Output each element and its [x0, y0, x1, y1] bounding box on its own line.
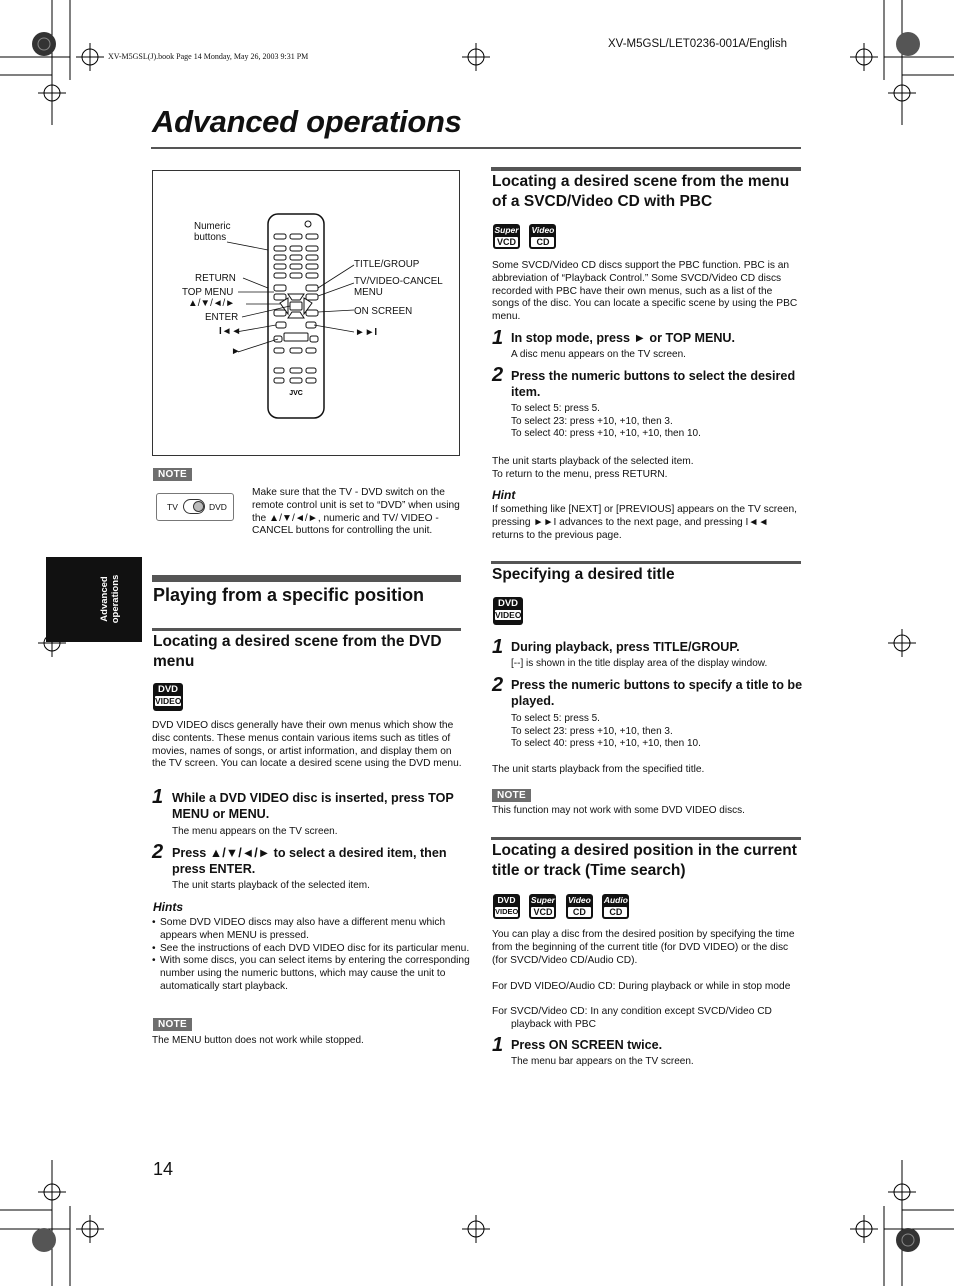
step-note: A disc menu appears on the TV screen. — [511, 349, 686, 360]
label-return: RETURN — [195, 273, 236, 284]
step-detail: To select 23: press +10, +10, then 3. — [511, 415, 673, 427]
section-rule — [491, 167, 801, 171]
disc-badge — [566, 894, 593, 919]
after-line: The unit starts playback of the selected item. — [492, 456, 694, 467]
remote-brand: JVC — [289, 390, 303, 397]
label-title-group: TITLE/GROUP — [354, 259, 420, 270]
step-number: 2 — [492, 364, 504, 386]
badge-bottom: VCD — [496, 237, 516, 247]
badge-top: DVD — [157, 684, 179, 695]
label-top-menu: TOP MENU — [182, 287, 234, 298]
side-tab — [46, 557, 142, 642]
label-tv-video-cancel: TV/VIDEO-CANCEL — [354, 276, 443, 287]
step-text: Press ▲/▼/◄/► to select a desired item, then press ENTER. — [172, 846, 447, 876]
disc-badge — [529, 894, 556, 919]
switch-dvd-label: DVD — [209, 502, 227, 512]
badge-top: DVD — [497, 598, 519, 609]
section-title-playing: Playing from a specific position — [153, 585, 425, 605]
side-tab-line2: operations — [110, 574, 121, 624]
step-detail-list — [511, 713, 701, 751]
step-note: The menu bar appears on the TV screen. — [511, 1056, 694, 1067]
badge-bottom: VIDEO — [495, 907, 519, 916]
time-condition: For DVD VIDEO/Audio CD: During playback or while in stop mode — [492, 981, 791, 992]
step-text: While a DVD VIDEO disc is inserted, press TOP MENU or MENU. — [172, 791, 454, 821]
step-number: 1 — [492, 1034, 504, 1056]
badge-top: Audio — [603, 895, 628, 905]
label-on-screen: ON SCREEN — [354, 306, 413, 317]
step-detail: To select 5: press 5. — [511, 403, 600, 414]
subsection-rule — [152, 628, 461, 631]
hint-title: Hint — [492, 488, 516, 502]
tv-dvd-switch — [156, 493, 234, 521]
badge-bottom: CD — [604, 907, 627, 917]
step-note: The unit starts playback of the selected item. — [172, 880, 370, 891]
step-detail: To select 40: press +10, +10, +10, then 10. — [511, 738, 701, 750]
pbc-badges — [493, 224, 561, 249]
note-text: This function may not work with some DVD VIDEO discs. — [492, 805, 745, 816]
label-next: ►►I — [355, 327, 378, 338]
label-play: ► — [231, 346, 241, 357]
time-condition: For SVCD/Video CD: In any condition except SVCD/Video CD playback with PBC — [492, 1006, 772, 1030]
book-meta: XV-M5GSL(J).book Page 14 Monday, May 26, 2003 9:31 PM — [108, 52, 309, 61]
label-enter: ENTER — [205, 312, 239, 323]
step-number: 1 — [492, 327, 504, 349]
page-title: Advanced operations — [152, 104, 462, 139]
note1-text: Make sure that the TV - DVD switch on the remote control unit is set to “DVD” when using the ▲/▼/◄/►, numeric and TV/ VIDEO - CANCEL buttons for controlling the unit. — [252, 487, 460, 537]
badge-top: Video — [531, 225, 555, 235]
label-numeric-buttons: Numeric buttons — [194, 221, 231, 243]
step-text: In stop mode, press ► or TOP MENU. — [511, 331, 736, 345]
hint-item: • See the instructions of each DVD VIDEO disc for its particular menu. — [160, 943, 470, 956]
step-text: Press the numeric buttons to select the desired item. — [511, 369, 796, 399]
section-rule — [152, 575, 461, 582]
subsection-title-time-search: Locating a desired position in the current title or track (Time search) — [492, 842, 797, 879]
side-tab-line1: Advanced — [99, 576, 110, 622]
step-detail: To select 40: press +10, +10, +10, then 10. — [511, 428, 701, 440]
step-detail-list — [511, 403, 701, 441]
step-note: The menu appears on the TV screen. — [172, 826, 338, 837]
badge-top: Super — [530, 895, 555, 905]
step-number: 2 — [492, 674, 504, 696]
dvd-video-badge — [153, 683, 188, 711]
note-label: NOTE — [492, 789, 531, 802]
pbc-intro: Some SVCD/Video CD discs support the PBC function. PBC is an abbreviation of “Playback Control.” Some SVCD/Video CD discs recorded with PBC have their own menus, such as a list of the songs of the disc. You can locate a specific scene by using the PBC menu. — [492, 260, 798, 323]
step-detail: To select 23: press +10, +10, then 3. — [511, 725, 673, 737]
badge-bottom: CD — [568, 907, 591, 917]
section-title-pbc: Locating a desired scene from the menu of a SVCD/Video CD with PBC — [492, 173, 790, 210]
title-rule — [151, 147, 801, 149]
badge-top: Super — [494, 225, 519, 235]
subsection-title-specify: Specifying a desired title — [492, 566, 675, 583]
badge-top: DVD — [497, 895, 516, 905]
label-menu: MENU — [354, 287, 383, 298]
switch-knob-dot — [193, 501, 204, 512]
hint-item: • Some DVD VIDEO discs may also have a different menu which appears when MENU is pressed. — [160, 917, 470, 943]
badge-bottom: CD — [531, 237, 554, 247]
hints-title: Hints — [153, 900, 183, 914]
badge-bottom: VCD — [533, 907, 553, 917]
step-text: Press the numeric buttons to specify a title to be played. — [511, 678, 803, 708]
hint-text: If something like [NEXT] or [PREVIOUS] appears on the TV screen, pressing ►►I advances to the next page, and pressing I◄◄ returns to the previous page. — [492, 504, 798, 541]
note-label: NOTE — [153, 468, 192, 481]
step-detail: To select 5: press 5. — [511, 713, 600, 724]
step-text: Press ON SCREEN twice. — [511, 1038, 663, 1052]
badge-top: Video — [567, 895, 591, 905]
time-intro: You can play a disc from the desired position by specifying the time from the beginning of the current title (for DVD VIDEO) or the disc (for SVCD/Video CD/Audio CD). — [492, 929, 795, 966]
subsection-title-dvd-menu: Locating a desired scene from the DVD menu — [153, 633, 442, 670]
disc-badge — [602, 894, 629, 919]
subsection-rule — [491, 561, 801, 564]
label-arrows: ▲/▼/◄/► — [188, 298, 235, 309]
hints-list — [152, 917, 470, 994]
step-number: 1 — [492, 636, 504, 658]
pbc-after — [492, 456, 694, 482]
remote-control-illustration — [152, 170, 460, 456]
disc-badge — [493, 224, 520, 249]
subsection-rule — [491, 837, 801, 840]
after-line: To return to the menu, press RETURN. — [492, 468, 668, 480]
badge-bottom: VIDEO — [495, 610, 522, 620]
step-note: [--] is shown in the title display area of the display window. — [511, 658, 768, 669]
step-text: During playback, press TITLE/GROUP. — [511, 640, 740, 654]
time-badges — [493, 894, 634, 919]
note-label: NOTE — [153, 1018, 192, 1031]
title-after: The unit starts playback from the specified title. — [492, 764, 705, 775]
dvd-menu-intro: DVD VIDEO discs generally have their own menus which show the disc contents. These menus contain various items such as titles of movies, names of songs, or artist information, and display them on the TV screen. You can locate a desired scene using the DVD menu. — [152, 720, 462, 770]
badge-bottom: VIDEO — [155, 696, 182, 706]
model-code: XV-M5GSL/LET0236-001A/English — [608, 38, 787, 50]
disc-badge — [493, 894, 520, 919]
note-text: The MENU button does not work while stopped. — [152, 1035, 364, 1046]
step-number: 1 — [152, 786, 164, 808]
switch-tv-label: TV — [167, 502, 178, 512]
disc-badge — [529, 224, 556, 249]
page-number: 14 — [153, 1159, 174, 1179]
step-number: 2 — [152, 841, 164, 863]
hint-item: • With some discs, you can select items by entering the corresponding number using the numeric buttons, which may cause the unit to automatically start playback. — [160, 955, 470, 993]
label-prev: I◄◄ — [219, 326, 242, 337]
dvd-video-badge — [493, 597, 528, 625]
